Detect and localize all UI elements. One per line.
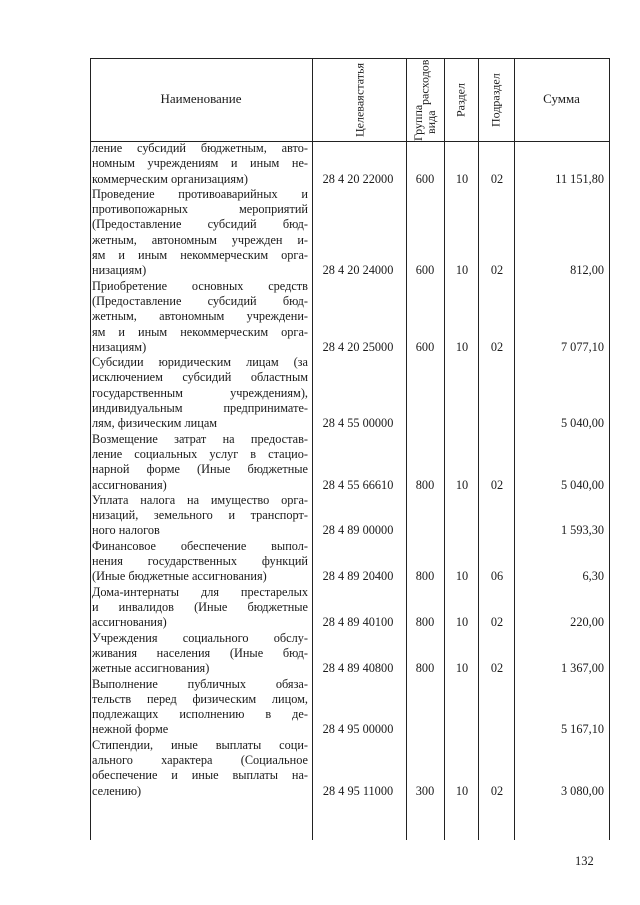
row-name	[92, 432, 308, 493]
row-name	[92, 279, 308, 355]
table-row	[90, 355, 610, 432]
table-row	[90, 141, 610, 187]
header-code-line2: статья	[352, 63, 367, 96]
row-name-line: государственным учреждениям),	[92, 385, 308, 400]
row-name-line: (Предоставление субсидий бюд-	[92, 217, 308, 232]
table-row	[90, 631, 610, 677]
row-name	[92, 187, 308, 279]
row-code: 28 4 89 00000	[322, 523, 394, 538]
row-code: 28 4 89 20400	[322, 569, 394, 584]
row-subsection: 02	[490, 171, 504, 186]
header-group-line2: расходов	[417, 59, 432, 105]
row-section: 10	[455, 477, 469, 492]
row-code: 28 4 20 24000	[322, 263, 394, 278]
row-name-line: ассигнования)	[92, 615, 167, 630]
table-row	[90, 677, 610, 738]
row-name	[92, 738, 308, 799]
row-name-line: низациям)	[92, 339, 147, 354]
row-name-line: подлежащих исполнению в де-	[92, 707, 308, 722]
header-sum: Сумма	[543, 91, 580, 106]
row-name-line: Выполнение публичных обяза-	[92, 676, 308, 691]
header-group	[409, 60, 441, 140]
row-sum: 1 593,30	[560, 523, 604, 538]
row-name	[92, 585, 308, 631]
row-name-line: Учреждения социального обслу-	[92, 630, 308, 645]
row-sum: 7 077,10	[560, 339, 604, 354]
page-number: 132	[575, 854, 594, 868]
row-group: 600	[415, 263, 435, 278]
row-name-line: исключением субсидий областным	[92, 370, 308, 385]
row-sum: 812,00	[570, 263, 604, 278]
row-section: 10	[455, 171, 469, 186]
row-code: 28 4 95 11000	[322, 783, 394, 798]
table-row	[90, 279, 610, 356]
row-group: 600	[415, 339, 435, 354]
row-group: 800	[415, 615, 435, 630]
row-section: 10	[455, 783, 469, 798]
row-subsection: 02	[490, 477, 504, 492]
table-row	[90, 187, 610, 279]
row-name-line: обеспечение и иные выплаты на-	[92, 768, 308, 783]
row-name-line: лям, физическим лицам	[92, 416, 218, 431]
row-name-line: селению)	[92, 783, 142, 798]
row-name	[92, 631, 308, 677]
table-row	[90, 432, 610, 493]
row-name	[92, 355, 308, 431]
row-name-line: ление субсидий бюджетным, авто-	[92, 141, 308, 155]
row-name	[92, 677, 308, 738]
row-code: 28 4 20 25000	[322, 339, 394, 354]
row-name-line: жетным, автономным учрежден и-	[92, 232, 308, 247]
row-section: 10	[455, 661, 469, 676]
row-name-line: противопожарных мероприятий	[92, 202, 308, 217]
table-row	[90, 738, 610, 799]
row-group: 600	[415, 171, 435, 186]
row-name-line: (Предоставление субсидий бюд-	[92, 293, 308, 308]
row-name-line: и инвалидов (Иные бюджетные	[92, 599, 308, 614]
row-name-line: Стипендии, иные выплаты соци-	[92, 737, 308, 752]
row-name-line: нения государственных функций	[92, 554, 308, 569]
row-sum: 220,00	[570, 615, 604, 630]
row-code: 28 4 89 40100	[322, 615, 394, 630]
row-name-line: низаций, земельного и транспорт-	[92, 508, 308, 523]
row-sum: 11 151,80	[555, 171, 604, 186]
row-code: 28 4 55 00000	[322, 416, 394, 431]
row-name-line: нежной форме	[92, 722, 169, 737]
row-name-line: ассигнования)	[92, 477, 167, 492]
row-name-line: ям и иным некоммерческим орга-	[92, 248, 308, 263]
row-name-line: нарной форме (Иные бюджетные	[92, 462, 308, 477]
row-name-line: живания населения (Иные бюд-	[92, 645, 308, 660]
row-name-line: низациям)	[92, 263, 147, 278]
row-subsection: 06	[490, 569, 504, 584]
row-section: 10	[455, 263, 469, 278]
row-sum: 3 080,00	[560, 783, 604, 798]
row-name	[92, 539, 308, 585]
row-name-line: индивидуальным предпринимате-	[92, 401, 308, 416]
row-name-line: жетным, автономным учреждени-	[92, 309, 308, 324]
row-name-line: Субсидии юридическим лицам (за	[92, 355, 308, 370]
row-group: 800	[415, 661, 435, 676]
row-section: 10	[455, 339, 469, 354]
header-group-line1: Группа вида	[411, 104, 438, 141]
header-section: Раздел	[453, 83, 468, 117]
row-name	[92, 493, 308, 539]
header-name: Наименование	[160, 91, 242, 106]
row-group: 800	[415, 569, 435, 584]
row-name-line: номным учреждениям и иным не-	[92, 156, 308, 171]
header-subsection: Подраздел	[488, 73, 503, 127]
row-name-line: ального характера (Социальное	[92, 752, 308, 767]
row-subsection: 02	[490, 339, 504, 354]
row-subsection: 02	[490, 615, 504, 630]
row-sum: 5 040,00	[560, 416, 604, 431]
row-subsection: 02	[490, 783, 504, 798]
row-section: 10	[455, 569, 469, 584]
table-row	[90, 493, 610, 539]
row-name-line: Финансовое обеспечение выпол-	[92, 538, 308, 553]
row-code: 28 4 89 40800	[322, 661, 394, 676]
row-name-line: ного налогов	[92, 523, 160, 538]
row-group: 800	[415, 477, 435, 492]
table-row	[90, 539, 610, 585]
row-name-line: Проведение противоаварийных и	[92, 186, 308, 201]
header-code	[330, 62, 390, 138]
row-name-line: (Иные бюджетные ассигнования)	[92, 569, 267, 584]
row-name	[92, 141, 308, 187]
table-row	[90, 585, 610, 631]
row-name-line: Уплата налога на имущество орга-	[92, 492, 308, 507]
row-code: 28 4 20 22000	[322, 171, 394, 186]
header-code-line1: Целевая	[352, 95, 367, 137]
table-top-border	[90, 58, 610, 59]
row-sum: 5 167,10	[560, 722, 604, 737]
row-sum: 6,30	[582, 569, 604, 584]
row-name-line: Приобретение основных средств	[92, 278, 308, 293]
row-code: 28 4 95 00000	[322, 722, 394, 737]
row-name-line: жетные ассигнования)	[92, 661, 210, 676]
row-sum: 5 040,00	[560, 477, 604, 492]
row-subsection: 02	[490, 263, 504, 278]
row-name-line: ление социальных услуг в стацио-	[92, 446, 308, 461]
row-group: 300	[415, 783, 435, 798]
row-name-line: коммерческим организациям)	[92, 171, 248, 186]
row-code: 28 4 55 66610	[322, 477, 394, 492]
row-section: 10	[455, 615, 469, 630]
row-name-line: ям и иным некоммерческим орга-	[92, 324, 308, 339]
row-name-line: Возмещение затрат на предостав-	[92, 431, 308, 446]
row-subsection: 02	[490, 661, 504, 676]
row-sum: 1 367,00	[560, 661, 604, 676]
row-name-line: Дома-интернаты для престарелых	[92, 584, 308, 599]
row-name-line: тельств перед физическим лицом,	[92, 691, 308, 706]
